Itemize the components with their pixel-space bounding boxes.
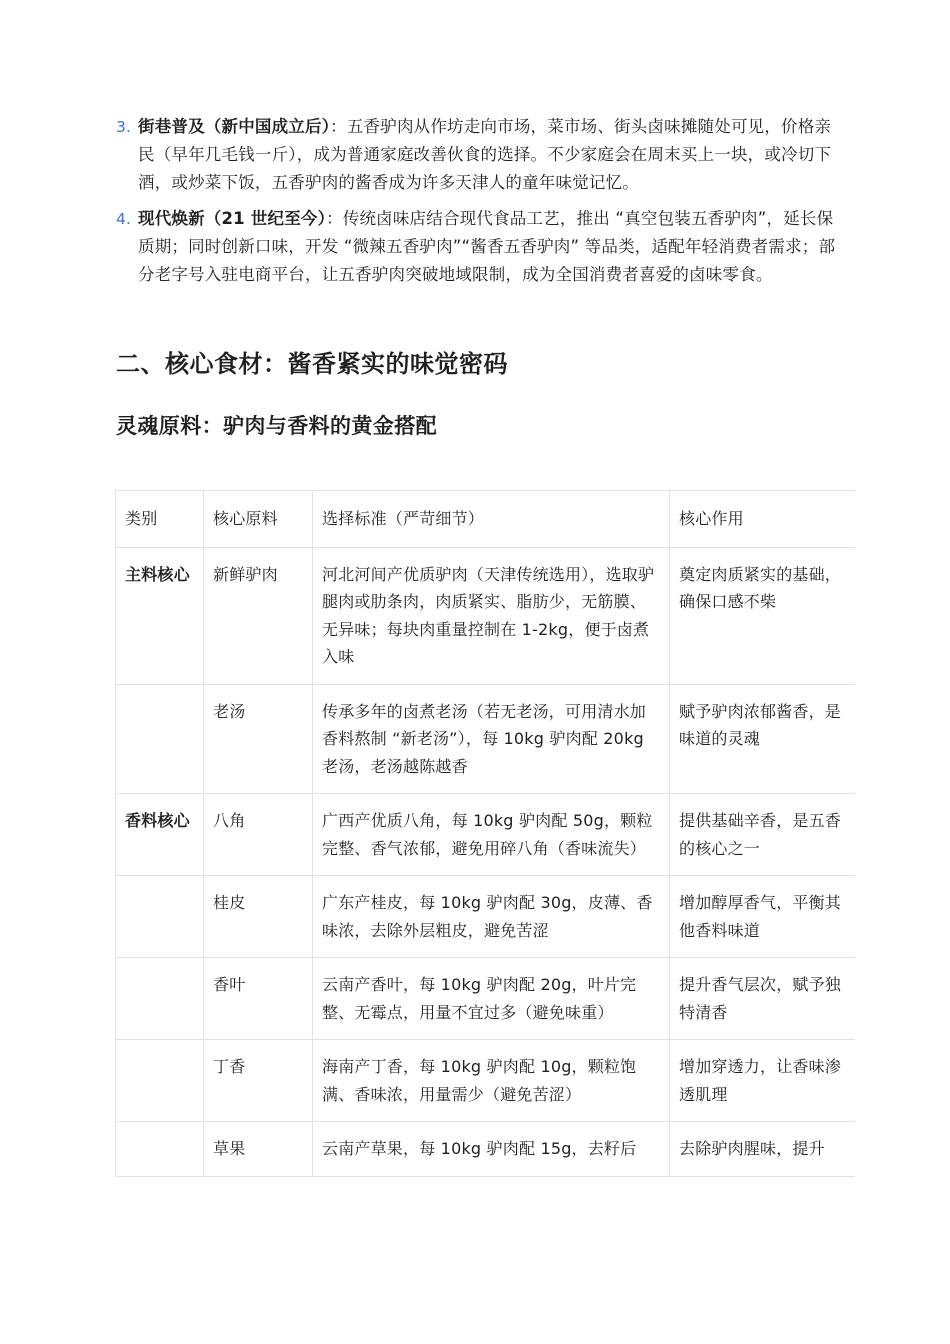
table-row: [116, 684, 856, 794]
cell-role: 增加穿透力，让香味渗透肌理: [670, 1040, 856, 1122]
cell-ingredient: 新鲜驴肉: [204, 547, 313, 684]
cell-ingredient: 丁香: [204, 1040, 313, 1122]
section-heading: 二、核心食材：酱香紧实的味觉密码: [116, 350, 508, 378]
cell-ingredient: 桂皮: [204, 876, 313, 958]
cell-standard: 传承多年的卤煮老汤（若无老汤，可用清水加香料熬制 “新老汤”），每 10kg 驴肉配 20kg 老汤，老汤越陈越香: [313, 684, 670, 794]
list-item-text: ：传统卤味店结合现代食品工艺，推出 “真空包装五香驴肉”，延长保质期；同时创新口味，开发 “微辣五香驴肉”“酱香五香驴肉” 等品类，适配年轻消费者需求；部分老字号入驻电商平台，让五香驴肉突破地域限制，成为全国消费者喜爱的卤味零食。: [138, 209, 836, 284]
table-row: [116, 876, 856, 958]
list-number: 4.: [116, 210, 132, 228]
cell-category: [116, 684, 204, 794]
cell-category: 主料核心: [116, 547, 204, 684]
header-role: 核心作用: [670, 491, 856, 548]
list-item-text: ：五香驴肉从作坊走向市场，菜市场、街头卤味摊随处可见，价格亲民（早年几毛钱一斤），成为普通家庭改善伙食的选择。不少家庭会在周末买上一块，或冷切下酒，或炒菜下饭，五香驴肉的酱香成为许多天津人的童年味觉记忆。: [138, 117, 832, 192]
table-header-row: [116, 491, 856, 548]
list-item: [116, 113, 836, 197]
cell-ingredient: 老汤: [204, 684, 313, 794]
cell-role: 提升香气层次，赋予独特清香: [670, 958, 856, 1040]
list-number: 3.: [116, 118, 132, 136]
cell-standard: 河北河间产优质驴肉（天津传统选用），选取驴腿肉或肋条肉，肉质紧实、脂肪少，无筋膜、无异味；每块肉重量控制在 1-2kg，便于卤煮入味: [313, 547, 670, 684]
cell-role: 赋予驴肉浓郁酱香，是味道的灵魂: [670, 684, 856, 794]
ingredients-table: [115, 490, 855, 1177]
list-item: [116, 205, 836, 289]
cell-category: [116, 876, 204, 958]
cell-standard: 云南产香叶，每 10kg 驴肉配 20g，叶片完整、无霉点，用量不宜过多（避免味重）: [313, 958, 670, 1040]
list-item-title: 现代焕新（21 世纪至今）: [138, 209, 327, 228]
cell-role: 提供基础辛香，是五香的核心之一: [670, 794, 856, 876]
cell-category: [116, 1040, 204, 1122]
subsection-heading: 灵魂原料：驴肉与香料的黄金搭配: [116, 414, 437, 438]
cell-category: [116, 1122, 204, 1177]
cell-ingredient: 香叶: [204, 958, 313, 1040]
cell-standard: 广西产优质八角，每 10kg 驴肉配 50g，颗粒完整、香气浓郁，避免用碎八角（香味流失）: [313, 794, 670, 876]
table-row: [116, 794, 856, 876]
cell-role: 去除驴肉腥味，提升: [670, 1122, 856, 1177]
cell-ingredient: 草果: [204, 1122, 313, 1177]
cell-role: 增加醇厚香气，平衡其他香料味道: [670, 876, 856, 958]
table-row: [116, 1122, 856, 1177]
header-category: 类别: [116, 491, 204, 548]
header-ingredient: 核心原料: [204, 491, 313, 548]
cell-category: 香料核心: [116, 794, 204, 876]
cell-ingredient: 八角: [204, 794, 313, 876]
ingredients-table-container: [115, 490, 855, 1206]
history-list: [116, 113, 836, 297]
cell-role: 奠定肉质紧实的基础，确保口感不柴: [670, 547, 856, 684]
table-row: [116, 1040, 856, 1122]
table-row: [116, 547, 856, 684]
header-standard: 选择标准（严苛细节）: [313, 491, 670, 548]
cell-standard: 海南产丁香，每 10kg 驴肉配 10g，颗粒饱满、香味浓，用量需少（避免苦涩）: [313, 1040, 670, 1122]
cell-standard: 广东产桂皮，每 10kg 驴肉配 30g，皮薄、香味浓，去除外层粗皮，避免苦涩: [313, 876, 670, 958]
cell-standard: 云南产草果，每 10kg 驴肉配 15g，去籽后: [313, 1122, 670, 1177]
cell-category: [116, 958, 204, 1040]
table-row: [116, 958, 856, 1040]
list-item-title: 街巷普及（新中国成立后）: [138, 117, 331, 136]
